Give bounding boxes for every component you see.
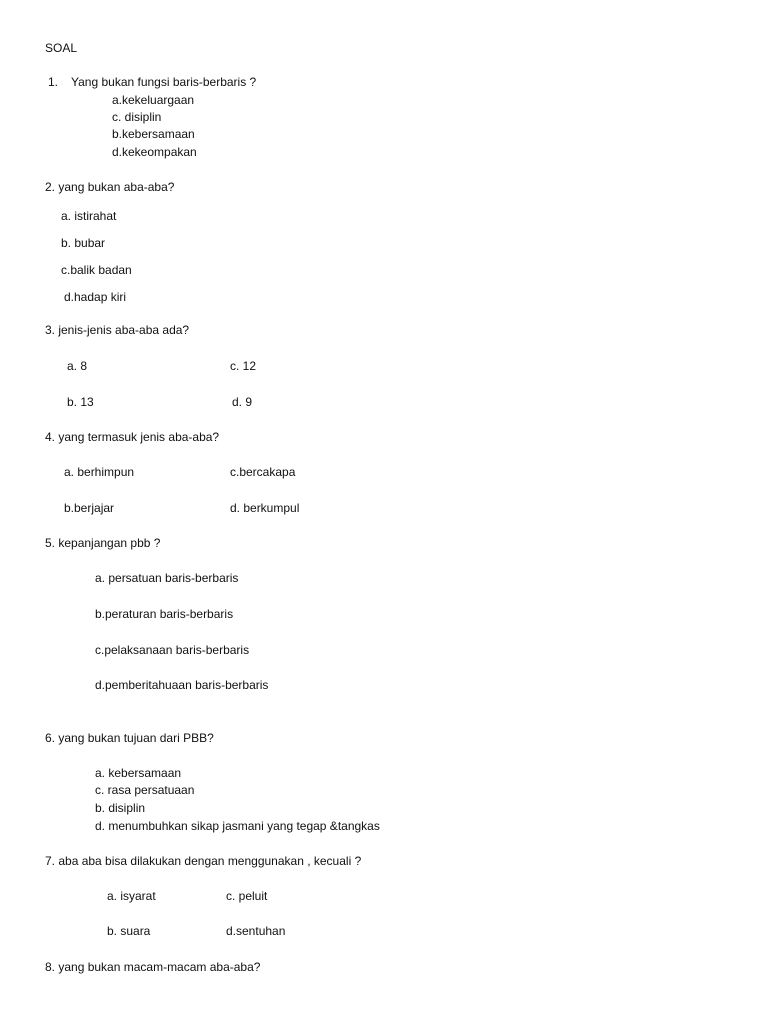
question-2-option-a: a. istirahat	[61, 209, 117, 223]
question-4-text: 4. yang termasuk jenis aba-aba?	[45, 430, 220, 444]
question-4-option-d: d. berkumpul	[230, 501, 300, 515]
question-4-option-a: a. berhimpun	[64, 465, 135, 479]
question-3-option-a: a. 8	[67, 359, 88, 373]
question-3-option-d: d. 9	[232, 395, 253, 409]
question-3-option-b: b. 13	[67, 395, 94, 409]
question-4-option-c: c.bercakapa	[230, 465, 296, 479]
question-7-option-d: d.sentuhan	[226, 924, 286, 938]
question-6-option-d: d. menumbuhkan sikap jasmani yang tegap &tangkas	[95, 819, 380, 833]
question-5-option-b: b.peraturan baris-berbaris	[95, 607, 234, 621]
question-5-option-d: d.pemberitahuaan baris-berbaris	[95, 678, 269, 692]
question-2-option-b: b. bubar	[61, 236, 106, 250]
question-7-option-c: c. peluit	[226, 889, 268, 903]
question-5-text: 5. kepanjangan pbb ?	[45, 536, 161, 550]
question-7-option-a: a. isyarat	[107, 889, 156, 903]
question-3-option-c: c. 12	[230, 359, 257, 373]
question-6-option-b: b. disiplin	[95, 801, 146, 815]
question-3-text: 3. jenis-jenis aba-aba ada?	[45, 323, 190, 337]
question-1-option-c: c. disiplin	[112, 110, 162, 124]
question-2-option-d: d.hadap kiri	[64, 290, 127, 304]
question-5-option-c: c.pelaksanaan baris-berbaris	[95, 643, 250, 657]
question-7-option-b: b. suara	[107, 924, 151, 938]
question-4-option-b: b.berjajar	[64, 501, 115, 515]
question-1-option-d: d.kekeompakan	[112, 145, 197, 159]
question-1-number: 1.	[48, 75, 59, 89]
question-6-option-c: c. rasa persatuaan	[95, 783, 195, 797]
question-6-text: 6. yang bukan tujuan dari PBB?	[45, 731, 214, 745]
question-1-option-b: b.kebersamaan	[112, 127, 195, 141]
question-1-text: Yang bukan fungsi baris-berbaris ?	[71, 75, 257, 89]
question-6-option-a: a. kebersamaan	[95, 766, 182, 780]
question-1-option-a: a.kekeluargaan	[112, 93, 195, 107]
question-5-option-a: a. persatuan baris-berbaris	[95, 571, 239, 585]
question-7-text: 7. aba aba bisa dilakukan dengan menggunakan , kecuali ?	[45, 854, 362, 868]
question-2-text: 2. yang bukan aba-aba?	[45, 180, 175, 194]
document-title: SOAL	[45, 41, 78, 55]
question-8-text: 8. yang bukan macam-macam aba-aba?	[45, 960, 261, 974]
question-2-option-c: c.balik badan	[61, 263, 132, 277]
